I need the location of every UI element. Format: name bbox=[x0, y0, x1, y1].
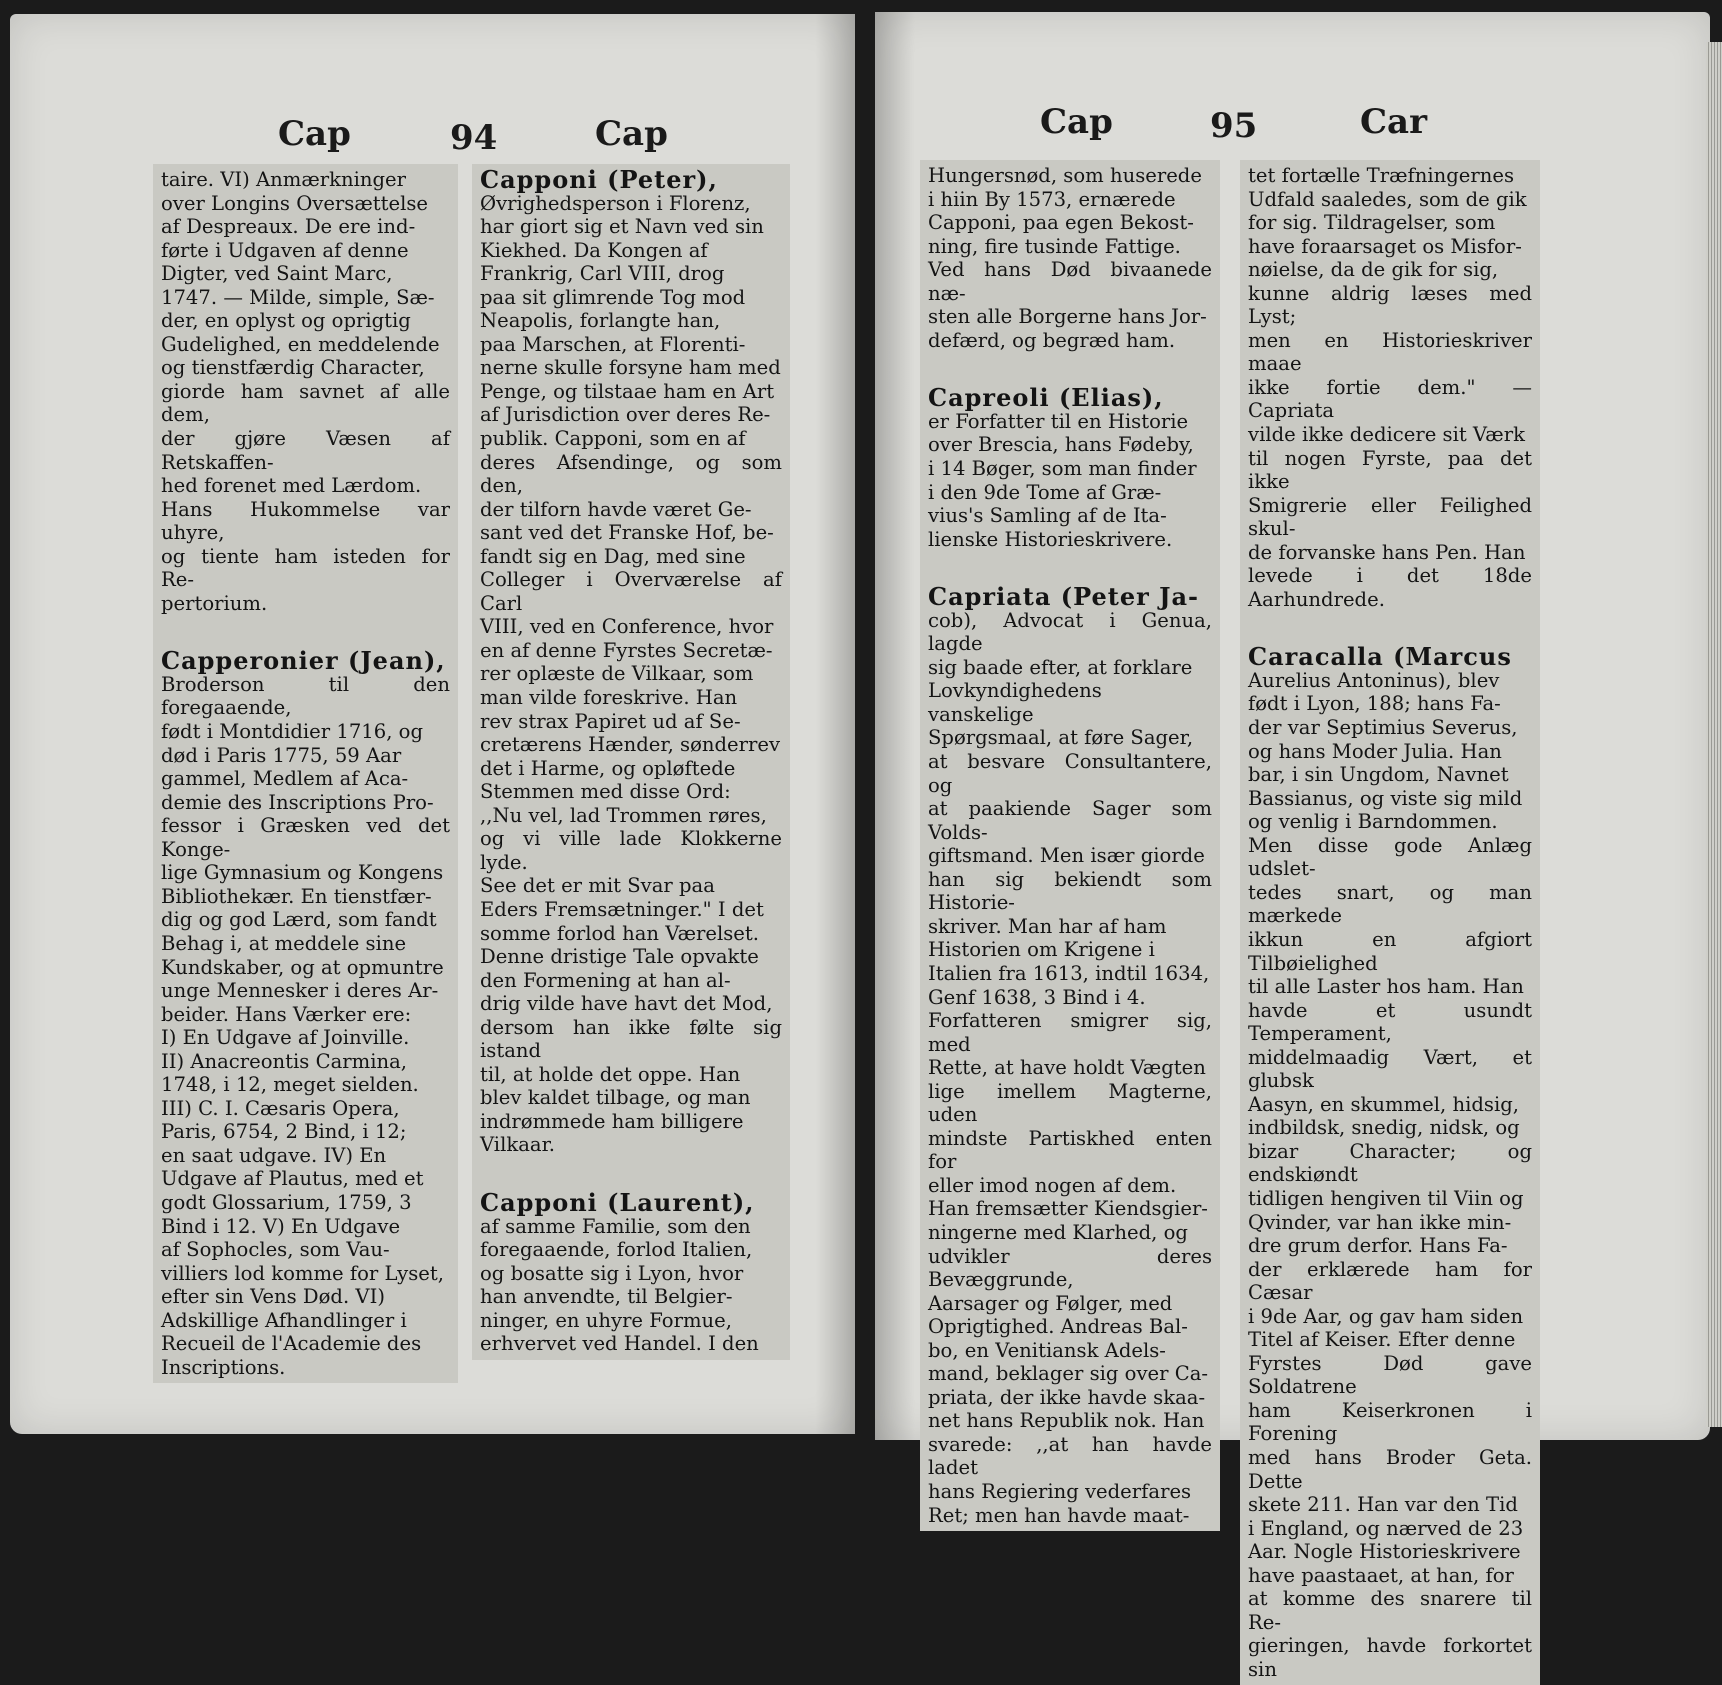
gutter-shadow bbox=[875, 12, 915, 1440]
entry-title: Capreoli (Elias), bbox=[928, 383, 1164, 413]
text-block: Broderson til den foregaaende, født i Montdidier 1716, og død i Paris 1775, 59 Aar gammel, Medlem af Aca- demie des Inscriptions Pro- fessor i Græsken ved det Konge- lige Gymnasium og Kongens Bibliothekær. En tienstfær- dig og god Lærd, som fandt Behag i, at meddele sine Kundskaber, og at opmuntre unge Mennesker i deres Ar- beider. Hans Værker ere: I) En Udgave af Joinville. II) Anacreontis Carmina, 1748, i 12, meget sielden. III) C. I. Cæsaris Opera, Paris, 6754, 2 Bind, i 12; en saat udgave. IV) En Udgave af Plautus, med et godt Glossarium, 1759, 3 Bind i 12. V) En Udgave af Sophocles, som Vau- villiers lod komme for Lyset, efter sin Vens Død. VI) Adskillige Afhandlinger i Recueil de l'Academie des Inscriptions. bbox=[161, 672, 450, 1379]
right-column-1 bbox=[920, 160, 1220, 1531]
entry-gap bbox=[161, 615, 450, 649]
text-block: er Forfatter til en Historie over Brescia, hans Fødeby, i 14 Bøger, som man finder i den 9de Tome af Græ- vius's Samling af de Ita- lienske Historieskrivere. bbox=[928, 409, 1197, 551]
entry-title: Capponi (Laurent), bbox=[480, 1187, 755, 1217]
page-edge bbox=[1706, 42, 1722, 1427]
text-block: Hungersnød, som huserede i hiin By 1573, ernærede Capponi, paa egen Bekost- ning, fire tusinde Fattige. Ved hans Død bivaanede næ- sten alle Borgerne hans Jor- defærd, og begræd ham. bbox=[928, 164, 1212, 352]
text-block: taire. VI) Anmærkninger over Longins Oversættelse af Despreaux. De ere ind- førte i Udgaven af denne Digter, ved Saint Marc, 1747. — Milde, simple, Sæ- der, en oplyst og oprigtig Gudelighed, en meddelende og tienstfærdig Character, giorde ham savnet af alle dem, der gjøre Væsen af Retskaffen- hed forenet med Lærdom. Hans Hukommelse var uhyre, og tiente ham isteden for Re- pertorium. bbox=[161, 168, 450, 615]
running-head-right: Cap bbox=[595, 114, 668, 154]
page-number: 94 bbox=[450, 118, 498, 158]
text-block: Aurelius Antoninus), blev født i Lyon, 188; hans Fa- der var Septimius Severus, og hans Moder Julia. Han bar, i sin Ungdom, Navnet Bassianus, og viste sig mild og venlig i Barndommen. Men disse gode Anlæg udslet- tedes snart, og man mærkede ikkun en afgiort Tilbøielighed til alle Laster hos ham. Han havde et usundt Temperament, middelmaadig Vært, et glubsk Aasyn, en skummel, hidsig, indbildsk, snedig, nidsk, og bizar Character; og endskiøndt tidligen hengiven til Viin og Qvinder, var han ikke min- dre grum derfor. Hans Fa- der erklærede ham for Cæsar i 9de Aar, og gav ham siden Titel af Keiser. Efter denne Fyrstes Død gave Soldatrene ham Keiserkronen i Forening med hans Broder Geta. Dette skete 211. Han var den Tid i England, og nærved de 23 Aar. Nogle Historieskrivere have paastaaet, at han, for at komme des snarere til Re- gieringen, havde forkortet sin bbox=[1248, 668, 1532, 1681]
right-page bbox=[875, 12, 1710, 1681]
left-column-1 bbox=[153, 164, 458, 1383]
running-head-right: Car bbox=[1360, 102, 1428, 142]
entry-gap bbox=[928, 352, 1212, 386]
entry-gap bbox=[928, 551, 1212, 585]
page-number: 95 bbox=[1210, 106, 1258, 146]
left-page bbox=[10, 14, 855, 1434]
entry-title: Capponi (Peter), bbox=[480, 165, 718, 194]
entry-title: Capriata (Peter Ja- bbox=[928, 582, 1199, 612]
running-head-left: Cap bbox=[1040, 102, 1113, 142]
entry-gap bbox=[480, 1157, 782, 1191]
entry-title: Capperonier (Jean), bbox=[161, 646, 446, 676]
left-column-2 bbox=[472, 164, 790, 1360]
right-column-2 bbox=[1240, 160, 1540, 1685]
text-block: Øvrighedsperson i Florenz, har giort sig et Navn ved sin Kiekhed. Da Kongen af Frankrig, Carl VIII, drog paa sit glimrende Tog mod Neapolis, forlangte han, paa Marschen, at Florenti- nerne skulle forsyne ham med Penge, og tilstaae ham en Art af Jurisdiction over deres Re- publik. Capponi, som en af deres Afsendinge, og som den, der tilforn havde været Ge- sant ved det Franske Hof, be- fandt sig en Dag, med sine Colleger i Overværelse af Carl VIII, ved en Conference, hvor en af denne Fyrstes Secretæ- rer oplæste de Vilkaar, som man vilde foreskrive. Han rev strax Papiret ud af Se- cretærens Hænder, sønderrev det i Harme, og opløftede Stemmen med disse Ord: ,,Nu vel, lad Trommen røres, og vi ville lade Klokkerne lyde. See det er mit Svar paa Eders Fremsætninger." I det somme forlod han Værelset. Denne dristige Tale opvakte den Formening at han al- drig vilde have havt det Mod, dersom han ikke følte sig istand til, at holde det oppe. Han blev kaldet tilbage, og man indrømmede ham billigere Vilkaar. bbox=[480, 191, 782, 1157]
text-block: tet fortælle Træfningernes Udfald saaledes, som de gik for sig. Tildragelser, som have foraarsaget os Misfor- nøielse, da de gik for sig, kunne aldrig læses med Lyst; men en Historieskriver maae ikke fortie dem." — Capriata vilde ikke dedicere sit Værk til nogen Fyrste, paa det ikke Smigrerie eller Feilighed skul- de forvanske hans Pen. Han levede i det 18de Aarhundrede. bbox=[1248, 164, 1532, 611]
entry-gap bbox=[1248, 611, 1532, 645]
entry-title: Caracalla (Marcus bbox=[1248, 642, 1512, 672]
text-block: af samme Familie, som den foregaaende, forlod Italien, og bosatte sig i Lyon, hvor han anvendte, til Belgier- ninger, en uhyre Formue, erhvervet ved Handel. I den bbox=[480, 1214, 759, 1356]
running-head-left: Cap bbox=[278, 114, 351, 154]
text-block: cob), Advocat i Genua, lagde sig baade efter, at forklare Lovkyndighedens vanskelige Spørgsmaal, at føre Sager, at besvare Consultantere, og at paakiende Sager som Volds- giftsmand. Men især giorde han sig bekiendt som Historie- skriver. Man har af ham Historien om Krigene i Italien fra 1613, indtil 1634, Genf 1638, 3 Bind i 4. Forfatteren smigrer sig, med Rette, at have holdt Vægten lige imellem Magterne, uden mindste Partiskhed enten for eller imod nogen af dem. Han fremsætter Kiendsgier- ningerne med Klarhed, og udvikler deres Bevæggrunde, Aarsager og Følger, med Oprigtighed. Andreas Bal- bo, en Venitiansk Adels- mand, beklager sig over Ca- priata, der ikke havde skaa- net hans Republik nok. Han svarede: ,,at han havde ladet hans Regiering vederfares Ret; men han havde maat- bbox=[928, 608, 1212, 1527]
gutter-shadow bbox=[815, 14, 855, 1434]
